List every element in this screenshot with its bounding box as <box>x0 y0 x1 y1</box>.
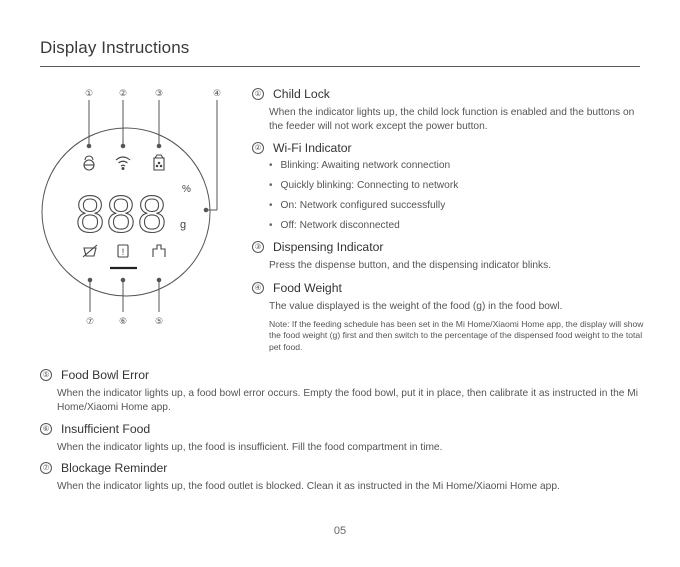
section-number: ③ <box>252 241 264 253</box>
dispensing-icon <box>154 155 164 170</box>
section-heading <box>40 422 640 436</box>
section-title: Food Weight <box>273 281 342 295</box>
section-title: Insufficient Food <box>61 422 151 436</box>
food-weight-note: Note: If the feeding schedule has been set in the Mi Home/Xiaomi Home app, the display will show the food weight (g) first and then switch to the percentage of the dispensed food weight to the total pet food. <box>269 319 644 352</box>
callout-1: ① <box>84 88 94 98</box>
section-title: Dispensing Indicator <box>273 240 384 254</box>
section-title: Wi-Fi Indicator <box>273 141 352 155</box>
page-title: Display Instructions <box>40 38 190 57</box>
insufficient-food-icon <box>118 245 128 257</box>
section-body: When the indicator lights up, the food is insufficient. Fill the food compartment in time. <box>57 442 443 453</box>
blockage-icon <box>153 245 165 257</box>
section-insufficient-food <box>40 422 640 455</box>
section-body: When the indicator lights up, a food bowl error occurs. Empty the food bowl, put it in place, then calibrate it as instructed in the Mi Home/Xiaomi Home app. <box>57 388 638 413</box>
section-dispensing-indicator <box>252 240 642 273</box>
list-item: • Off: Network disconnected <box>269 220 400 231</box>
callout-5: ⑤ <box>154 316 164 326</box>
section-wifi-indicator <box>252 141 642 239</box>
section-title: Child Lock <box>273 87 330 101</box>
callout-7: ⑦ <box>85 316 95 326</box>
wifi-icon <box>116 157 130 169</box>
section-child-lock <box>252 87 642 134</box>
section-heading <box>252 87 642 101</box>
section-body: When the indicator lights up, the food outlet is blocked. Clean it as instructed in the Mi Home/Xiaomi Home app. <box>57 481 560 492</box>
food-bowl-error-icon <box>83 245 97 257</box>
callout-3: ③ <box>154 88 164 98</box>
section-heading <box>252 240 642 254</box>
section-title: Food Bowl Error <box>61 368 150 382</box>
section-body: The value displayed is the weight of the food (g) in the food bowl. <box>269 301 563 312</box>
section-number: ⑦ <box>40 462 52 474</box>
callout-6: ⑥ <box>118 316 128 326</box>
section-body: Press the dispense button, and the dispensing indicator blinks. <box>269 260 552 271</box>
food-slot-glyph: ! <box>121 247 125 257</box>
section-heading <box>252 141 642 155</box>
list-item: • On: Network configured successfully <box>269 200 446 211</box>
section-heading <box>252 281 644 295</box>
title-divider <box>40 66 640 67</box>
percent-unit: % <box>182 184 191 195</box>
list-item: • Blinking: Awaiting network connection <box>269 160 451 171</box>
callout-2: ② <box>118 88 128 98</box>
display-diagram <box>30 82 230 332</box>
gram-unit: g <box>180 219 187 231</box>
section-title: Blockage Reminder <box>61 461 168 475</box>
page-number: 05 <box>333 525 347 537</box>
weight-digits: 888 <box>75 186 169 244</box>
section-blockage-reminder <box>40 461 640 494</box>
section-heading <box>40 368 640 382</box>
section-heading <box>40 461 640 475</box>
section-food-bowl-error <box>40 368 640 415</box>
section-number: ⑥ <box>40 423 52 435</box>
section-number: ① <box>252 88 264 100</box>
section-number: ④ <box>252 282 264 294</box>
child-lock-icon <box>84 156 94 170</box>
callout-4: ④ <box>212 88 222 98</box>
list-item: • Quickly blinking: Connecting to network <box>269 180 459 191</box>
section-food-weight <box>252 281 644 353</box>
section-number: ⑤ <box>40 369 52 381</box>
wifi-status-list <box>269 159 642 232</box>
section-number: ② <box>252 142 264 154</box>
section-body: When the indicator lights up, the child lock function is enabled and the buttons on the feeder will not work except the power button. <box>269 107 635 132</box>
